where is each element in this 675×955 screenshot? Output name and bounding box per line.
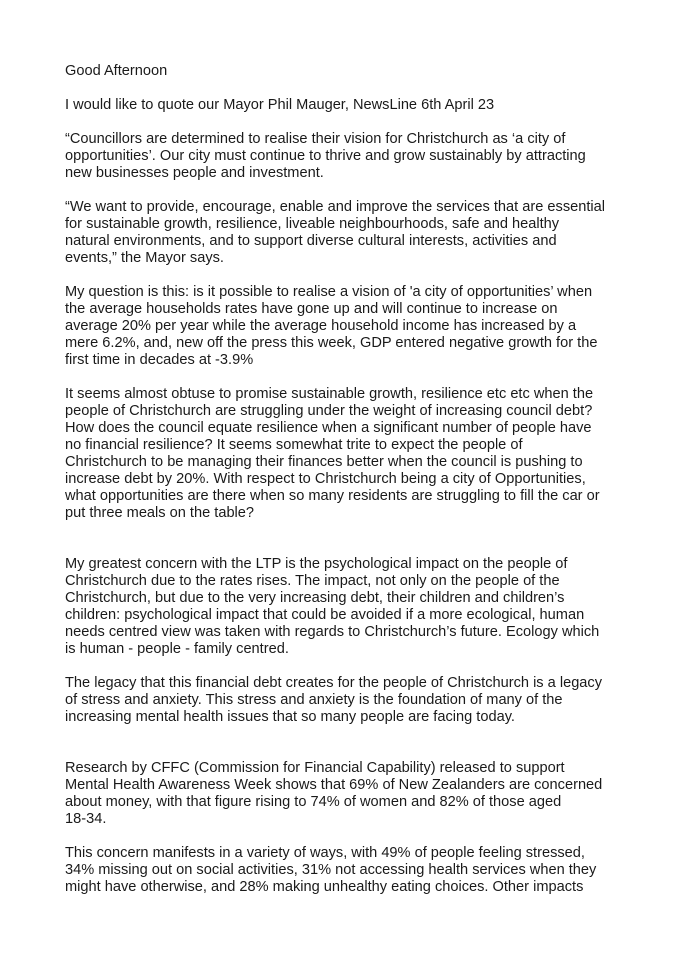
paragraph-legacy: The legacy that this financial debt creates for the people of Christchurch is a legacy of stress and anxiety. This stress and anxiety is the foundation of many of the increasing mental health issues that so many people are facing today. bbox=[65, 675, 603, 725]
paragraph-mayor-quote-1: “Councillors are determined to realise their vision for Christchurch as ‘a city of opportunities’. Our city must continue to thrive and grow sustainably by attracting new businesses people and investment. bbox=[65, 131, 586, 181]
paragraph-mayor-quote-2: “We want to provide, encourage, enable and improve the services that are essential for sustainable growth, resilience, liveable neighbourhoods, safe and healthy natural environments, and to support diverse cultural interests, activities and events,” the Mayor says. bbox=[65, 199, 606, 266]
paragraph-concern-impacts: This concern manifests in a variety of ways, with 49% of people feeling stressed, 34% missing out on social activities, 31% not accessing health services when they might have otherwise, and 28% making unhealthy eating choices. Other impacts bbox=[65, 845, 597, 895]
paragraph-ltp-concern: My greatest concern with the LTP is the psychological impact on the people of Christchurch due to the rates rises. The impact, not only on the people of the Christchurch, but due to the very increasing debt, their children and children’s children: psychological impact that could be avoided if a more ecological, human needs centred view was taken with regards to Christchurch’s future. Ecology which is human - people - family centred. bbox=[65, 556, 600, 657]
paragraph-cffc-research: Research by CFFC (Commission for Financial Capability) released to support Mental Health Awareness Week shows that 69% of New Zealanders are concerned about money, with that figure rising to 74% of women and 82% of those aged 18-34. bbox=[65, 760, 603, 827]
paragraph-resilience: It seems almost obtuse to promise sustainable growth, resilience etc etc when the people of Christchurch are struggling under the weight of increasing council debt? How does the council equate resilience when a significant number of people have no financial resilience? It seems somewhat trite to expect the people of Christchurch to be managing their finances better when the council is pushing to increase debt by 20%. With respect to Christchurch being a city of Opportunities, what opportunities are there when so many residents are struggling to fill the car or put three meals on the table? bbox=[65, 386, 600, 521]
letter-body bbox=[65, 63, 665, 896]
paragraph-question: My question is this: is it possible to realise a vision of 'a city of opportunities’ when the average households rates have gone up and will continue to increase on average 20% per year while the average household income has increased by a mere 6.2%, and, new off the press this week, GDP entered negative growth for the first time in decades at -3.9% bbox=[65, 284, 598, 368]
paragraph-quote-intro: I would like to quote our Mayor Phil Mauger, NewsLine 6th April 23 bbox=[65, 97, 495, 113]
greeting: Good Afternoon bbox=[65, 63, 168, 79]
